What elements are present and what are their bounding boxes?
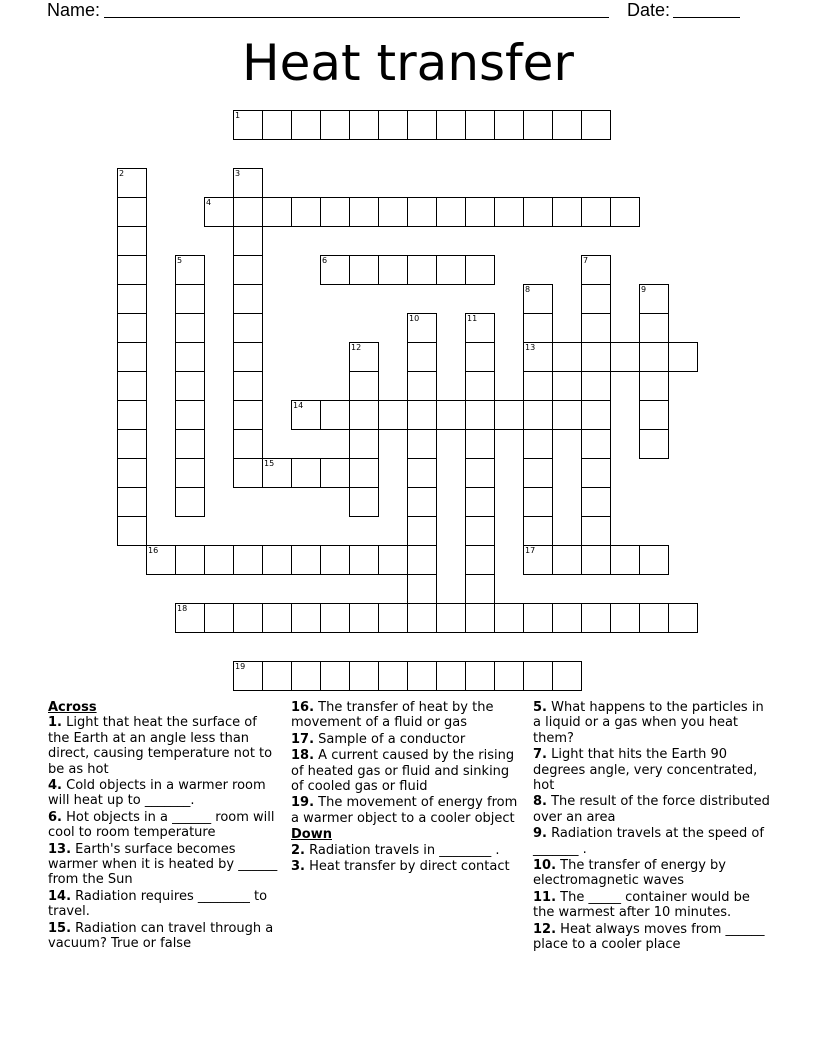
- clue-item: [533, 747, 773, 793]
- clue-item-number: 15.: [48, 920, 72, 936]
- clue-item-text: Cold objects in a warmer room will heat up to _______.: [48, 778, 266, 809]
- grid-cell[interactable]: [233, 603, 263, 633]
- grid-cell[interactable]: [378, 197, 408, 227]
- grid-cell[interactable]: [320, 400, 350, 430]
- grid-cell[interactable]: [291, 458, 321, 488]
- clue-item: [48, 842, 280, 888]
- clue-item-text: Radiation can travel through a vacuum? True or false: [48, 920, 274, 952]
- clue-item: [533, 700, 773, 746]
- clue-item: [48, 778, 280, 809]
- grid-cell[interactable]: [523, 342, 553, 372]
- grid-cell[interactable]: [465, 371, 495, 401]
- clue-item: [291, 859, 523, 874]
- grid-cell[interactable]: [262, 661, 292, 691]
- grid-cell[interactable]: [407, 458, 437, 488]
- clue-item-text: A current caused by the rising of heated gas or fluid and sinking of cooled gas or fluid: [291, 748, 515, 795]
- grid-cell[interactable]: [349, 197, 379, 227]
- grid-cell[interactable]: [407, 255, 437, 285]
- grid-cell[interactable]: [407, 545, 437, 575]
- grid-cell[interactable]: [581, 429, 611, 459]
- grid-cell[interactable]: [117, 168, 147, 198]
- clue-item-text: The result of the force distributed over an area: [533, 794, 770, 825]
- grid-cell[interactable]: [465, 255, 495, 285]
- clue-item-text: Radiation travels in ________ .: [304, 842, 500, 858]
- date-label: Date:: [627, 0, 671, 20]
- clue-number: 18: [177, 604, 188, 613]
- grid-cell[interactable]: [378, 661, 408, 691]
- grid-cell[interactable]: [465, 516, 495, 546]
- clue-number: 12: [351, 343, 362, 352]
- grid-cell[interactable]: [494, 603, 524, 633]
- clue-number: 5: [177, 256, 183, 265]
- grid-cell[interactable]: [204, 545, 234, 575]
- across-heading: Across: [48, 700, 97, 715]
- clue-item: [291, 748, 523, 794]
- grid-cell[interactable]: [407, 371, 437, 401]
- clue-item-text: Sample of a conductor: [314, 731, 466, 747]
- grid-cell[interactable]: [581, 284, 611, 314]
- grid-cell[interactable]: [175, 603, 205, 633]
- grid-cell[interactable]: [378, 603, 408, 633]
- grid-cell[interactable]: [349, 545, 379, 575]
- grid-cell[interactable]: [291, 545, 321, 575]
- clue-item-number: 3.: [291, 859, 305, 875]
- grid-cell[interactable]: [233, 313, 263, 343]
- grid-cell[interactable]: [175, 284, 205, 314]
- grid-cell[interactable]: [291, 197, 321, 227]
- grid-cell[interactable]: [436, 400, 466, 430]
- clue-number: 13: [525, 343, 536, 352]
- grid-cell[interactable]: [204, 197, 234, 227]
- grid-cell[interactable]: [378, 110, 408, 140]
- grid-cell[interactable]: [349, 603, 379, 633]
- grid-cell[interactable]: [523, 400, 553, 430]
- grid-cell[interactable]: [233, 197, 263, 227]
- clues-column-3: [533, 700, 773, 954]
- grid-cell[interactable]: [117, 458, 147, 488]
- grid-cell[interactable]: [233, 110, 263, 140]
- clue-number: 10: [409, 314, 420, 323]
- grid-cell[interactable]: [523, 458, 553, 488]
- grid-cell[interactable]: [436, 197, 466, 227]
- grid-cell[interactable]: [436, 661, 466, 691]
- grid-cell[interactable]: [175, 371, 205, 401]
- grid-cell[interactable]: [175, 342, 205, 372]
- grid-cell[interactable]: [407, 429, 437, 459]
- grid-cell[interactable]: [436, 603, 466, 633]
- down-clue-list: [291, 843, 523, 875]
- grid-cell[interactable]: [233, 545, 263, 575]
- grid-cell[interactable]: [320, 458, 350, 488]
- grid-cell[interactable]: [291, 400, 321, 430]
- clue-number: 19: [235, 662, 246, 671]
- clue-item: [291, 732, 523, 747]
- clue-number: 1: [235, 111, 241, 120]
- clue-number: 8: [525, 285, 531, 294]
- clue-number: 17: [525, 546, 536, 555]
- grid-cell[interactable]: [349, 400, 379, 430]
- grid-cell[interactable]: [465, 661, 495, 691]
- grid-cell[interactable]: [349, 342, 379, 372]
- grid-cell[interactable]: [523, 603, 553, 633]
- grid-cell[interactable]: [581, 400, 611, 430]
- grid-cell[interactable]: [581, 371, 611, 401]
- grid-cell[interactable]: [349, 110, 379, 140]
- grid-cell[interactable]: [639, 313, 669, 343]
- grid-cell[interactable]: [465, 603, 495, 633]
- grid-cell[interactable]: [610, 197, 640, 227]
- grid-cell[interactable]: [233, 400, 263, 430]
- grid-cell[interactable]: [581, 516, 611, 546]
- grid-cell[interactable]: [233, 284, 263, 314]
- grid-cell[interactable]: [581, 487, 611, 517]
- grid-cell[interactable]: [233, 226, 263, 256]
- clue-item-text: Radiation requires ________ to travel.: [48, 888, 268, 920]
- grid-cell[interactable]: [262, 110, 292, 140]
- clue-number: 14: [293, 401, 304, 410]
- grid-cell[interactable]: [262, 603, 292, 633]
- clue-item-text: The movement of energy from a warmer object to a cooler object: [291, 795, 518, 826]
- clue-item: [533, 922, 773, 953]
- clue-number: 11: [467, 314, 478, 323]
- grid-cell[interactable]: [320, 603, 350, 633]
- grid-cell[interactable]: [407, 574, 437, 604]
- grid-cell[interactable]: [407, 603, 437, 633]
- clue-item-text: Hot objects in a ______ room will cool to room temperature: [48, 809, 275, 841]
- grid-cell[interactable]: [465, 110, 495, 140]
- clue-item: [291, 795, 523, 826]
- grid-cell[interactable]: [175, 255, 205, 285]
- clue-number: 9: [641, 285, 647, 294]
- grid-cell[interactable]: [378, 400, 408, 430]
- grid-cell[interactable]: [117, 284, 147, 314]
- grid-cell[interactable]: [581, 110, 611, 140]
- grid-cell[interactable]: [465, 574, 495, 604]
- grid-cell[interactable]: [639, 429, 669, 459]
- grid-cell[interactable]: [610, 603, 640, 633]
- page-title: Heat transfer: [242, 34, 574, 92]
- clue-number: 7: [583, 256, 589, 265]
- clue-item-text: Earth's surface becomes warmer when it is heated by ______ from the Sun: [48, 841, 278, 888]
- clue-number: 2: [119, 169, 125, 178]
- grid-cell[interactable]: [523, 487, 553, 517]
- grid-cell[interactable]: [610, 342, 640, 372]
- grid-cell[interactable]: [639, 400, 669, 430]
- name-label: Name:: [47, 0, 101, 20]
- clue-item-number: 1.: [48, 715, 62, 731]
- grid-cell[interactable]: [349, 487, 379, 517]
- grid-cell[interactable]: [117, 255, 147, 285]
- grid-cell[interactable]: [233, 371, 263, 401]
- clue-item-number: 7.: [533, 747, 547, 763]
- clue-item-text: Heat always moves from ______ place to a cooler place: [533, 921, 765, 953]
- clue-item: [291, 700, 523, 731]
- grid-cell[interactable]: [349, 429, 379, 459]
- grid-cell[interactable]: [117, 487, 147, 517]
- grid-cell[interactable]: [349, 255, 379, 285]
- grid-cell[interactable]: [146, 545, 176, 575]
- clue-number: 4: [206, 198, 212, 207]
- grid-cell[interactable]: [233, 342, 263, 372]
- clue-item-number: 8.: [533, 794, 547, 810]
- grid-cell[interactable]: [407, 313, 437, 343]
- grid-cell[interactable]: [523, 516, 553, 546]
- grid-cell[interactable]: [465, 400, 495, 430]
- grid-cell[interactable]: [523, 371, 553, 401]
- grid-cell[interactable]: [262, 197, 292, 227]
- grid-cell[interactable]: [465, 429, 495, 459]
- grid-cell[interactable]: [320, 255, 350, 285]
- grid-cell[interactable]: [175, 545, 205, 575]
- grid-cell[interactable]: [465, 342, 495, 372]
- clue-item-number: 11.: [533, 889, 557, 905]
- grid-cell[interactable]: [117, 516, 147, 546]
- clue-item-text: What happens to the particles in a liquid or a gas when you heat them?: [533, 700, 764, 746]
- clue-item: [533, 858, 773, 889]
- grid-cell[interactable]: [610, 545, 640, 575]
- clue-item: [48, 921, 280, 952]
- clue-number: 3: [235, 169, 241, 178]
- clue-item-text: Light that hits the Earth 90 degrees angle, very concentrated, hot: [533, 747, 758, 794]
- grid-cell[interactable]: [581, 313, 611, 343]
- grid-cell[interactable]: [552, 400, 582, 430]
- grid-cell[interactable]: [204, 603, 234, 633]
- clue-item-number: 5.: [533, 700, 547, 715]
- grid-cell[interactable]: [262, 545, 292, 575]
- clue-item-text: The transfer of energy by electromagnetic waves: [533, 858, 726, 889]
- clue-number: 6: [322, 256, 328, 265]
- grid-cell[interactable]: [117, 429, 147, 459]
- grid-cell[interactable]: [523, 661, 553, 691]
- grid-cell[interactable]: [117, 400, 147, 430]
- clue-item-text: The transfer of heat by the movement of a fluid or gas: [291, 700, 494, 731]
- clue-number: 15: [264, 459, 275, 468]
- clues-column-1: [48, 700, 280, 953]
- grid-cell[interactable]: [407, 342, 437, 372]
- grid-cell[interactable]: [407, 110, 437, 140]
- grid-cell[interactable]: [407, 516, 437, 546]
- grid-cell[interactable]: [233, 168, 263, 198]
- clue-item-number: 9.: [533, 826, 547, 842]
- grid-cell[interactable]: [407, 197, 437, 227]
- grid-cell[interactable]: [233, 429, 263, 459]
- clue-item-number: 6.: [48, 809, 62, 825]
- clue-item: [48, 810, 280, 841]
- down-heading: Down: [291, 827, 332, 843]
- grid-cell[interactable]: [465, 313, 495, 343]
- grid-cell[interactable]: [523, 313, 553, 343]
- grid-cell[interactable]: [320, 110, 350, 140]
- grid-cell[interactable]: [639, 371, 669, 401]
- clue-item-number: 19.: [291, 795, 315, 811]
- grid-cell[interactable]: [494, 197, 524, 227]
- clue-item: [48, 889, 280, 920]
- grid-cell[interactable]: [581, 603, 611, 633]
- grid-cell[interactable]: [581, 458, 611, 488]
- grid-cell[interactable]: [407, 400, 437, 430]
- grid-cell[interactable]: [320, 545, 350, 575]
- clue-item-text: Heat transfer by direct contact: [304, 859, 510, 875]
- grid-cell[interactable]: [668, 342, 698, 372]
- clue-item-number: 4.: [48, 778, 62, 794]
- grid-cell[interactable]: [175, 458, 205, 488]
- grid-cell[interactable]: [581, 255, 611, 285]
- grid-cell[interactable]: [465, 487, 495, 517]
- grid-cell[interactable]: [175, 429, 205, 459]
- across-clue-list-continued: [291, 700, 523, 826]
- grid-cell[interactable]: [175, 313, 205, 343]
- clue-item: [533, 826, 773, 857]
- grid-cell[interactable]: [465, 545, 495, 575]
- clue-item: [48, 715, 280, 777]
- clue-item-text: Light that heat the surface of the Earth at an angle less than direct, causing temperature not to be as hot: [48, 715, 273, 777]
- grid-cell[interactable]: [175, 487, 205, 517]
- clue-item: [533, 794, 773, 825]
- grid-cell[interactable]: [523, 110, 553, 140]
- clue-item-number: 14.: [48, 888, 72, 904]
- grid-cell[interactable]: [320, 661, 350, 691]
- grid-cell[interactable]: [436, 255, 466, 285]
- grid-cell[interactable]: [407, 661, 437, 691]
- grid-cell[interactable]: [291, 661, 321, 691]
- grid-cell[interactable]: [552, 545, 582, 575]
- grid-cell[interactable]: [552, 110, 582, 140]
- grid-cell[interactable]: [523, 197, 553, 227]
- clue-item-number: 17.: [291, 731, 315, 747]
- grid-cell[interactable]: [233, 255, 263, 285]
- grid-cell[interactable]: [668, 603, 698, 633]
- grid-cell[interactable]: [436, 110, 466, 140]
- grid-cell[interactable]: [494, 110, 524, 140]
- grid-cell[interactable]: [378, 255, 408, 285]
- grid-cell[interactable]: [291, 110, 321, 140]
- clue-number: 16: [148, 546, 159, 555]
- grid-cell[interactable]: [117, 371, 147, 401]
- clue-item: [533, 890, 773, 921]
- grid-cell[interactable]: [639, 603, 669, 633]
- grid-cell[interactable]: [349, 458, 379, 488]
- grid-cell[interactable]: [494, 400, 524, 430]
- grid-cell[interactable]: [233, 458, 263, 488]
- grid-cell[interactable]: [262, 458, 292, 488]
- grid-cell[interactable]: [349, 661, 379, 691]
- clue-item-text: The _____ container would be the warmest after 10 minutes.: [533, 889, 750, 921]
- grid-cell[interactable]: [378, 545, 408, 575]
- grid-cell[interactable]: [117, 197, 147, 227]
- grid-cell[interactable]: [465, 458, 495, 488]
- grid-cell[interactable]: [552, 661, 582, 691]
- grid-cell[interactable]: [117, 226, 147, 256]
- grid-cell[interactable]: [523, 545, 553, 575]
- grid-cell[interactable]: [117, 342, 147, 372]
- grid-cell[interactable]: [552, 342, 582, 372]
- grid-cell[interactable]: [552, 603, 582, 633]
- grid-cell[interactable]: [465, 197, 495, 227]
- grid-cell[interactable]: [291, 603, 321, 633]
- clue-item-number: 12.: [533, 921, 557, 937]
- clue-item-number: 2.: [291, 842, 305, 858]
- grid-cell[interactable]: [552, 197, 582, 227]
- grid-cell[interactable]: [494, 661, 524, 691]
- clues-column-2: [291, 700, 523, 875]
- grid-cell[interactable]: [639, 545, 669, 575]
- clue-item-number: 18.: [291, 748, 315, 764]
- grid-cell[interactable]: [581, 197, 611, 227]
- grid-cell[interactable]: [233, 661, 263, 691]
- grid-cell[interactable]: [407, 487, 437, 517]
- grid-cell[interactable]: [523, 284, 553, 314]
- grid-cell[interactable]: [639, 284, 669, 314]
- grid-cell[interactable]: [320, 197, 350, 227]
- clue-item-number: 10.: [533, 858, 557, 874]
- grid-cell[interactable]: [581, 342, 611, 372]
- grid-cell[interactable]: [523, 429, 553, 459]
- down-clue-list-continued: [533, 700, 773, 953]
- grid-cell[interactable]: [349, 371, 379, 401]
- grid-cell[interactable]: [581, 545, 611, 575]
- clue-item-number: 13.: [48, 841, 72, 857]
- grid-cell[interactable]: [639, 342, 669, 372]
- grid-cell[interactable]: [117, 313, 147, 343]
- clue-item-text: Radiation travels at the speed of _______ .: [533, 826, 764, 857]
- grid-cell[interactable]: [175, 400, 205, 430]
- clue-item-number: 16.: [291, 700, 315, 715]
- across-clue-list: [48, 715, 280, 951]
- clue-item: [291, 843, 523, 858]
